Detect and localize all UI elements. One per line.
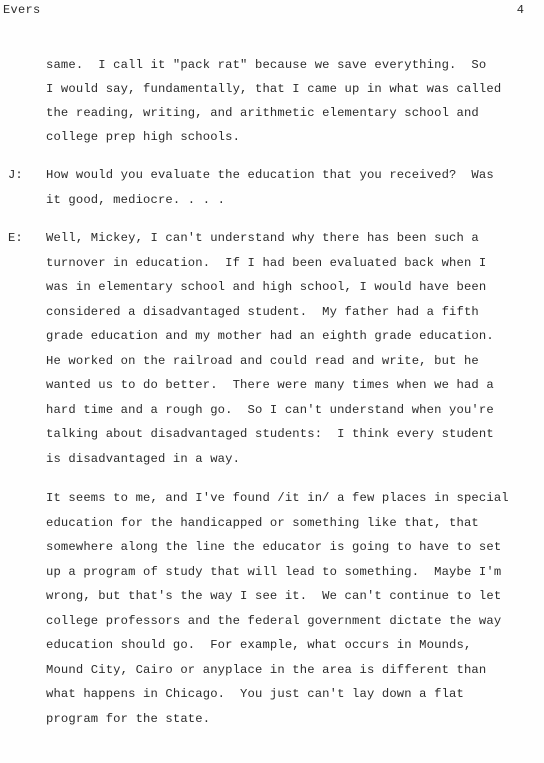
text-line: college prep high schools. <box>46 130 241 144</box>
speaker-label: E: <box>8 231 23 245</box>
text-line: wanted us to do better. There were many times when we had a <box>46 378 494 392</box>
text-line: program for the state. <box>46 712 211 726</box>
text-line: up a program of study that will lead to something. Maybe I'm <box>46 565 502 579</box>
text-line: turnover in education. If I had been evaluated back when I <box>46 256 487 270</box>
text-line: is disadvantaged in a way. <box>46 452 241 466</box>
text-line: talking about disadvantaged students: I think every student <box>46 427 494 441</box>
text-line: what happens in Chicago. You just can't lay down a flat <box>46 687 464 701</box>
text-line: Well, Mickey, I can't understand why there has been such a <box>46 231 479 245</box>
text-line: How would you evaluate the education that you received? Was <box>46 168 494 182</box>
text-line: education for the handicapped or something like that, that <box>46 516 479 530</box>
text-line: hard time and a rough go. So I can't understand when you're <box>46 403 494 417</box>
text-line: same. I call it "pack rat" because we save everything. So <box>46 58 487 72</box>
text-line: wrong, but that's the way I see it. We can't continue to let <box>46 589 502 603</box>
text-line: Mound City, Cairo or anyplace in the area is different than <box>46 663 487 677</box>
text-line: it good, mediocre. . . . <box>46 193 226 207</box>
text-line: college professors and the federal government dictate the way <box>46 614 502 628</box>
text-line: education should go. For example, what occurs in Mounds, <box>46 638 472 652</box>
speaker-label: J: <box>8 168 23 182</box>
text-line: the reading, writing, and arithmetic elementary school and <box>46 106 479 120</box>
text-line: was in elementary school and high school, I would have been <box>46 280 487 294</box>
text-line: somewhere along the line the educator is going to have to set <box>46 540 502 554</box>
page-number: 4 <box>516 3 524 17</box>
text-line: It seems to me, and I've found /it in/ a few places in special <box>46 491 509 505</box>
text-line: I would say, fundamentally, that I came up in what was called <box>46 82 502 96</box>
text-line: grade education and my mother had an eighth grade education. <box>46 329 494 343</box>
page-header-name: Evers <box>3 3 41 17</box>
text-line: considered a disadvantaged student. My father had a fifth <box>46 305 479 319</box>
text-line: He worked on the railroad and could read and write, but he <box>46 354 479 368</box>
